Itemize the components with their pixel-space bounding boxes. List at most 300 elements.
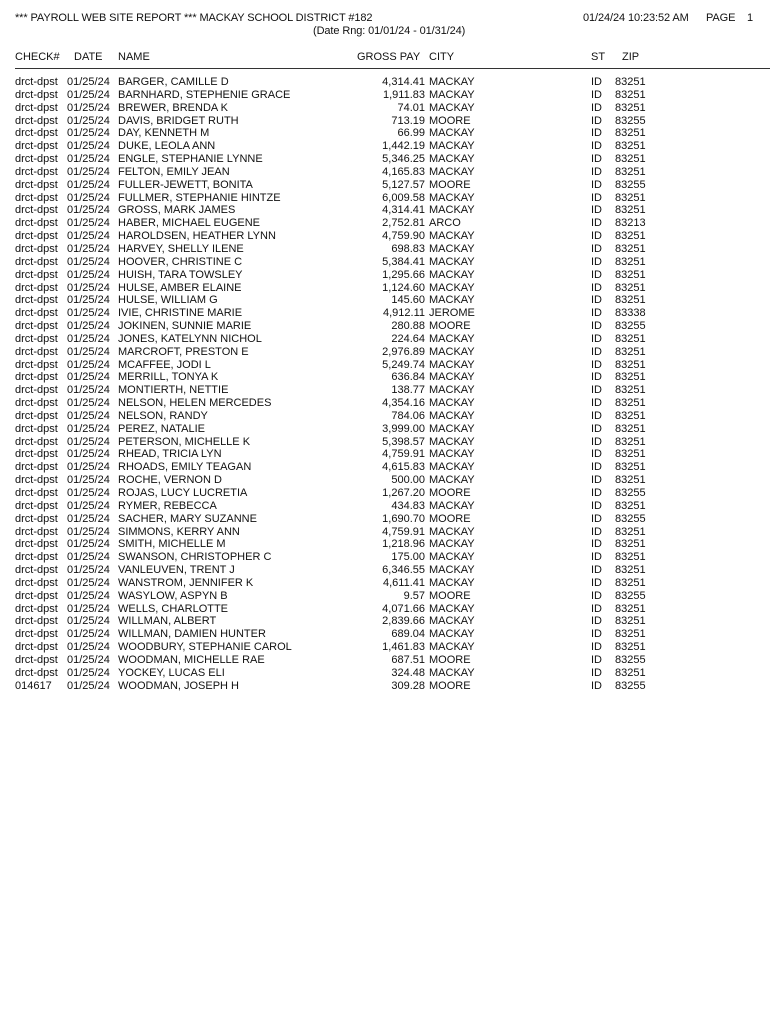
row-state: ID <box>591 551 602 564</box>
table-row <box>0 179 770 192</box>
row-zip: 83338 <box>615 307 646 320</box>
row-check-number: drct-dpst <box>15 589 58 602</box>
row-city: MACKAY <box>429 332 475 345</box>
table-row <box>0 346 770 359</box>
row-name: MARCROFT, PRESTON E <box>118 345 249 358</box>
column-header-gross-pay: GROSS PAY <box>357 51 421 63</box>
row-check-number: drct-dpst <box>15 127 58 140</box>
row-city: MOORE <box>429 114 471 127</box>
row-city: MOORE <box>429 512 471 525</box>
row-city: MACKAY <box>429 358 475 371</box>
table-row <box>0 590 770 603</box>
row-name: WOODMAN, JOSEPH H <box>118 679 240 692</box>
row-date: 01/25/24 <box>67 653 110 666</box>
row-check-number: drct-dpst <box>15 384 58 397</box>
row-zip: 83251 <box>615 101 646 114</box>
row-state: ID <box>591 615 602 628</box>
row-gross-pay: 5,398.57 <box>382 435 425 448</box>
row-city: MACKAY <box>429 576 475 589</box>
row-date: 01/25/24 <box>67 435 110 448</box>
table-row <box>0 436 770 449</box>
row-name: DAVIS, BRIDGET RUTH <box>118 114 239 127</box>
row-check-number: drct-dpst <box>15 332 58 345</box>
row-name: WOODMAN, MICHELLE RAE <box>118 653 265 666</box>
row-zip: 83251 <box>615 397 646 410</box>
row-city: MACKAY <box>429 165 475 178</box>
row-state: ID <box>591 461 602 474</box>
row-name: NELSON, RANDY <box>118 409 208 422</box>
table-row <box>0 307 770 320</box>
row-city: MACKAY <box>429 76 475 88</box>
row-name: JONES, KATELYNN NICHOL <box>118 332 262 345</box>
column-header-st: ST <box>591 51 606 63</box>
row-city: MACKAY <box>429 191 475 204</box>
table-row <box>0 282 770 295</box>
row-gross-pay: 3,999.00 <box>382 422 425 435</box>
row-zip: 83251 <box>615 204 646 217</box>
row-name: VANLEUVEN, TRENT J <box>118 564 235 577</box>
row-check-number: drct-dpst <box>15 474 58 487</box>
row-check-number: drct-dpst <box>15 320 58 333</box>
row-state: ID <box>591 628 602 641</box>
row-state: ID <box>591 576 602 589</box>
row-state: ID <box>591 153 602 166</box>
row-state: ID <box>591 435 602 448</box>
column-header-date: DATE <box>74 51 103 63</box>
row-name: MONTIERTH, NETTIE <box>118 384 229 397</box>
row-date: 01/25/24 <box>67 589 110 602</box>
row-state: ID <box>591 165 602 178</box>
row-zip: 83251 <box>615 371 646 384</box>
row-city: MACKAY <box>429 641 475 654</box>
report-datetime: 01/24/24 10:23:52 AM <box>583 12 689 24</box>
row-state: ID <box>591 538 602 551</box>
row-zip: 83251 <box>615 435 646 448</box>
row-date: 01/25/24 <box>67 641 110 654</box>
row-date: 01/25/24 <box>67 255 110 268</box>
row-gross-pay: 5,127.57 <box>382 178 425 191</box>
row-gross-pay: 1,461.83 <box>382 641 425 654</box>
row-name: SWANSON, CHRISTOPHER C <box>118 551 272 564</box>
row-check-number: drct-dpst <box>15 281 58 294</box>
report-title: *** PAYROLL WEB SITE REPORT *** MACKAY SCHOOL DISTRICT #182 <box>15 12 373 24</box>
row-gross-pay: 1,690.70 <box>382 512 425 525</box>
row-name: HULSE, AMBER ELAINE <box>118 281 242 294</box>
row-gross-pay: 138.77 <box>391 384 425 397</box>
row-name: HOOVER, CHRISTINE C <box>118 255 243 268</box>
row-date: 01/25/24 <box>67 461 110 474</box>
table-row <box>0 294 770 307</box>
table-row <box>0 487 770 500</box>
row-city: MACKAY <box>429 255 475 268</box>
table-row <box>0 102 770 115</box>
row-date: 01/25/24 <box>67 525 110 538</box>
row-check-number: drct-dpst <box>15 512 58 525</box>
row-zip: 83251 <box>615 281 646 294</box>
row-gross-pay: 1,442.19 <box>382 140 425 153</box>
row-zip: 83251 <box>615 140 646 153</box>
row-name: SACHER, MARY SUZANNE <box>118 512 257 525</box>
row-gross-pay: 9.57 <box>403 589 425 602</box>
row-zip: 83251 <box>615 255 646 268</box>
row-city: MOORE <box>429 589 471 602</box>
row-state: ID <box>591 589 602 602</box>
row-check-number: drct-dpst <box>15 371 58 384</box>
row-state: ID <box>591 512 602 525</box>
row-gross-pay: 500.00 <box>391 474 425 487</box>
row-gross-pay: 4,354.16 <box>382 397 425 410</box>
row-zip: 83251 <box>615 538 646 551</box>
row-check-number: drct-dpst <box>15 525 58 538</box>
row-gross-pay: 6,009.58 <box>382 191 425 204</box>
row-city: MACKAY <box>429 435 475 448</box>
row-gross-pay: 309.28 <box>391 679 425 692</box>
row-date: 01/25/24 <box>67 602 110 615</box>
table-row <box>0 538 770 551</box>
table-row <box>0 89 770 102</box>
row-date: 01/25/24 <box>67 397 110 410</box>
table-row <box>0 526 770 539</box>
row-state: ID <box>591 281 602 294</box>
row-zip: 83251 <box>615 499 646 512</box>
row-name: SIMMONS, KERRY ANN <box>118 525 240 538</box>
row-date: 01/25/24 <box>67 679 110 692</box>
row-gross-pay: 1,911.83 <box>382 88 425 101</box>
row-name: YOCKEY, LUCAS ELI <box>118 666 225 679</box>
row-date: 01/25/24 <box>67 448 110 461</box>
row-check-number: drct-dpst <box>15 538 58 551</box>
page-label: PAGE <box>706 12 736 24</box>
row-gross-pay: 636.84 <box>391 371 425 384</box>
table-row <box>0 448 770 461</box>
row-state: ID <box>591 217 602 230</box>
row-date: 01/25/24 <box>67 576 110 589</box>
row-name: NELSON, HELEN MERCEDES <box>118 397 272 410</box>
row-state: ID <box>591 178 602 191</box>
row-name: HULSE, WILLIAM G <box>118 294 218 307</box>
row-name: IVIE, CHRISTINE MARIE <box>118 307 243 320</box>
row-city: MACKAY <box>429 140 475 153</box>
table-row <box>0 359 770 372</box>
row-check-number: drct-dpst <box>15 255 58 268</box>
row-name: JOKINEN, SUNNIE MARIE <box>118 320 252 333</box>
date-range: (Date Rng: 01/01/24 - 01/31/24) <box>313 25 466 37</box>
row-date: 01/25/24 <box>67 178 110 191</box>
row-date: 01/25/24 <box>67 242 110 255</box>
row-gross-pay: 4,759.91 <box>382 448 425 461</box>
row-check-number: drct-dpst <box>15 551 58 564</box>
row-gross-pay: 2,976.89 <box>382 345 425 358</box>
table-row <box>0 140 770 153</box>
row-city: MACKAY <box>429 474 475 487</box>
row-zip: 83251 <box>615 76 646 88</box>
row-date: 01/25/24 <box>67 204 110 217</box>
row-gross-pay: 4,615.83 <box>382 461 425 474</box>
row-date: 01/25/24 <box>67 114 110 127</box>
row-check-number: drct-dpst <box>15 628 58 641</box>
row-check-number: drct-dpst <box>15 487 58 499</box>
row-check-number: drct-dpst <box>15 204 58 217</box>
row-city: MACKAY <box>429 371 475 384</box>
table-row <box>0 641 770 654</box>
row-name: BARNHARD, STEPHENIE GRACE <box>118 88 291 101</box>
row-check-number: drct-dpst <box>15 422 58 435</box>
table-row <box>0 615 770 628</box>
row-gross-pay: 4,759.91 <box>382 525 425 538</box>
row-check-number: drct-dpst <box>15 294 58 307</box>
row-date: 01/25/24 <box>67 101 110 114</box>
row-gross-pay: 324.48 <box>391 666 425 679</box>
table-row <box>0 397 770 410</box>
row-date: 01/25/24 <box>67 88 110 101</box>
row-state: ID <box>591 255 602 268</box>
row-date: 01/25/24 <box>67 487 110 499</box>
column-header-check: CHECK# <box>15 51 60 63</box>
row-date: 01/25/24 <box>67 281 110 294</box>
row-gross-pay: 2,839.66 <box>382 615 425 628</box>
row-gross-pay: 5,346.25 <box>382 153 425 166</box>
row-zip: 83255 <box>615 487 646 499</box>
row-zip: 83251 <box>615 448 646 461</box>
row-city: MOORE <box>429 653 471 666</box>
row-gross-pay: 689.04 <box>391 628 425 641</box>
row-zip: 83251 <box>615 564 646 577</box>
row-name: RHOADS, EMILY TEAGAN <box>118 461 252 474</box>
row-check-number: drct-dpst <box>15 602 58 615</box>
row-name: WOODBURY, STEPHANIE CAROL <box>118 641 292 654</box>
row-gross-pay: 224.64 <box>391 332 425 345</box>
row-date: 01/25/24 <box>67 474 110 487</box>
row-city: JEROME <box>429 307 475 320</box>
row-check-number: 014617 <box>15 679 52 692</box>
row-state: ID <box>591 409 602 422</box>
table-row <box>0 654 770 667</box>
row-state: ID <box>591 268 602 281</box>
row-gross-pay: 1,124.60 <box>382 281 425 294</box>
row-gross-pay: 4,759.90 <box>382 230 425 243</box>
row-name: FELTON, EMILY JEAN <box>118 165 230 178</box>
table-row <box>0 628 770 641</box>
row-check-number: drct-dpst <box>15 88 58 101</box>
table-row <box>0 204 770 217</box>
row-state: ID <box>591 564 602 577</box>
row-state: ID <box>591 474 602 487</box>
row-name: HABER, MICHAEL EUGENE <box>118 217 261 230</box>
row-date: 01/25/24 <box>67 564 110 577</box>
row-state: ID <box>591 422 602 435</box>
row-check-number: drct-dpst <box>15 268 58 281</box>
page-number: 1 <box>747 12 754 24</box>
column-header-city: CITY <box>429 51 455 63</box>
row-zip: 83251 <box>615 242 646 255</box>
row-city: MACKAY <box>429 499 475 512</box>
row-date: 01/25/24 <box>67 666 110 679</box>
row-date: 01/25/24 <box>67 230 110 243</box>
row-zip: 83251 <box>615 268 646 281</box>
row-state: ID <box>591 114 602 127</box>
row-date: 01/25/24 <box>67 422 110 435</box>
row-state: ID <box>591 101 602 114</box>
row-name: RHEAD, TRICIA LYN <box>118 448 222 461</box>
row-state: ID <box>591 371 602 384</box>
row-check-number: drct-dpst <box>15 435 58 448</box>
row-state: ID <box>591 76 602 88</box>
row-state: ID <box>591 487 602 499</box>
table-row <box>0 153 770 166</box>
table-row <box>0 667 770 680</box>
table-row <box>0 500 770 513</box>
row-zip: 83251 <box>615 345 646 358</box>
row-gross-pay: 6,346.55 <box>382 564 425 577</box>
row-city: MACKAY <box>429 153 475 166</box>
row-state: ID <box>591 140 602 153</box>
row-gross-pay: 1,267.20 <box>382 487 425 499</box>
row-name: PEREZ, NATALIE <box>118 422 206 435</box>
row-gross-pay: 5,249.74 <box>382 358 425 371</box>
table-row <box>0 384 770 397</box>
row-name: WILLMAN, ALBERT <box>118 615 217 628</box>
row-check-number: drct-dpst <box>15 653 58 666</box>
row-gross-pay: 4,071.66 <box>382 602 425 615</box>
row-check-number: drct-dpst <box>15 165 58 178</box>
table-row <box>0 320 770 333</box>
row-zip: 83251 <box>615 294 646 307</box>
table-row <box>0 333 770 346</box>
row-zip: 83251 <box>615 422 646 435</box>
row-city: MACKAY <box>429 409 475 422</box>
row-gross-pay: 4,912.11 <box>382 307 425 320</box>
row-zip: 83251 <box>615 551 646 564</box>
row-city: MACKAY <box>429 538 475 551</box>
column-header-zip: ZIP <box>622 51 640 63</box>
table-row <box>0 166 770 179</box>
row-state: ID <box>591 679 602 692</box>
row-name: GROSS, MARK JAMES <box>118 204 236 217</box>
row-check-number: drct-dpst <box>15 499 58 512</box>
row-zip: 83251 <box>615 165 646 178</box>
row-check-number: drct-dpst <box>15 666 58 679</box>
table-row <box>0 217 770 230</box>
payroll-table-body <box>0 76 770 693</box>
row-check-number: drct-dpst <box>15 242 58 255</box>
table-row <box>0 127 770 140</box>
row-date: 01/25/24 <box>67 538 110 551</box>
row-city: MACKAY <box>429 242 475 255</box>
row-city: MOORE <box>429 679 471 692</box>
row-zip: 83255 <box>615 320 646 333</box>
row-state: ID <box>591 294 602 307</box>
row-check-number: drct-dpst <box>15 114 58 127</box>
row-city: MACKAY <box>429 615 475 628</box>
row-date: 01/25/24 <box>67 140 110 153</box>
row-state: ID <box>591 499 602 512</box>
row-name: SMITH, MICHELLE M <box>118 538 226 551</box>
table-row <box>0 230 770 243</box>
row-gross-pay: 66.99 <box>397 127 425 140</box>
row-gross-pay: 713.19 <box>391 114 425 127</box>
row-state: ID <box>591 358 602 371</box>
row-gross-pay: 2,752.81 <box>382 217 425 230</box>
row-zip: 83213 <box>615 217 646 230</box>
table-row <box>0 269 770 282</box>
row-gross-pay: 784.06 <box>391 409 425 422</box>
row-date: 01/25/24 <box>67 217 110 230</box>
row-zip: 83251 <box>615 525 646 538</box>
row-zip: 83251 <box>615 474 646 487</box>
row-zip: 83251 <box>615 88 646 101</box>
row-check-number: drct-dpst <box>15 140 58 153</box>
row-zip: 83251 <box>615 666 646 679</box>
row-gross-pay: 280.88 <box>391 320 425 333</box>
row-zip: 83251 <box>615 409 646 422</box>
row-zip: 83251 <box>615 576 646 589</box>
row-check-number: drct-dpst <box>15 191 58 204</box>
row-zip: 83251 <box>615 628 646 641</box>
row-gross-pay: 698.83 <box>391 242 425 255</box>
row-zip: 83251 <box>615 358 646 371</box>
column-header-name: NAME <box>118 51 150 63</box>
row-zip: 83251 <box>615 230 646 243</box>
row-state: ID <box>591 397 602 410</box>
row-city: MACKAY <box>429 602 475 615</box>
row-gross-pay: 434.83 <box>391 499 425 512</box>
row-check-number: drct-dpst <box>15 409 58 422</box>
table-row <box>0 192 770 205</box>
row-state: ID <box>591 88 602 101</box>
row-name: BARGER, CAMILLE D <box>118 76 229 88</box>
row-check-number: drct-dpst <box>15 448 58 461</box>
row-date: 01/25/24 <box>67 409 110 422</box>
row-state: ID <box>591 641 602 654</box>
row-zip: 83251 <box>615 602 646 615</box>
row-name: HUISH, TARA TOWSLEY <box>118 268 243 281</box>
row-state: ID <box>591 127 602 140</box>
table-row <box>0 474 770 487</box>
row-zip: 83255 <box>615 178 646 191</box>
header-divider <box>15 68 770 69</box>
row-check-number: drct-dpst <box>15 345 58 358</box>
row-check-number: drct-dpst <box>15 564 58 577</box>
row-gross-pay: 145.60 <box>391 294 425 307</box>
row-city: MACKAY <box>429 268 475 281</box>
row-date: 01/25/24 <box>67 384 110 397</box>
row-date: 01/25/24 <box>67 307 110 320</box>
row-gross-pay: 175.00 <box>391 551 425 564</box>
row-zip: 83255 <box>615 653 646 666</box>
row-name: MCAFFEE, JODI L <box>118 358 211 371</box>
row-name: WILLMAN, DAMIEN HUNTER <box>118 628 266 641</box>
row-city: MACKAY <box>429 281 475 294</box>
table-row <box>0 371 770 384</box>
row-state: ID <box>591 653 602 666</box>
row-check-number: drct-dpst <box>15 576 58 589</box>
row-gross-pay: 1,295.66 <box>382 268 425 281</box>
row-zip: 83251 <box>615 384 646 397</box>
row-zip: 83255 <box>615 589 646 602</box>
table-row <box>0 577 770 590</box>
row-state: ID <box>591 320 602 333</box>
row-zip: 83251 <box>615 641 646 654</box>
row-name: DUKE, LEOLA ANN <box>118 140 216 153</box>
row-check-number: drct-dpst <box>15 461 58 474</box>
row-city: MACKAY <box>429 384 475 397</box>
row-name: FULLER-JEWETT, BONITA <box>118 178 253 191</box>
row-date: 01/25/24 <box>67 191 110 204</box>
row-city: MACKAY <box>429 397 475 410</box>
table-row <box>0 76 770 89</box>
row-city: MACKAY <box>429 564 475 577</box>
table-row <box>0 410 770 423</box>
